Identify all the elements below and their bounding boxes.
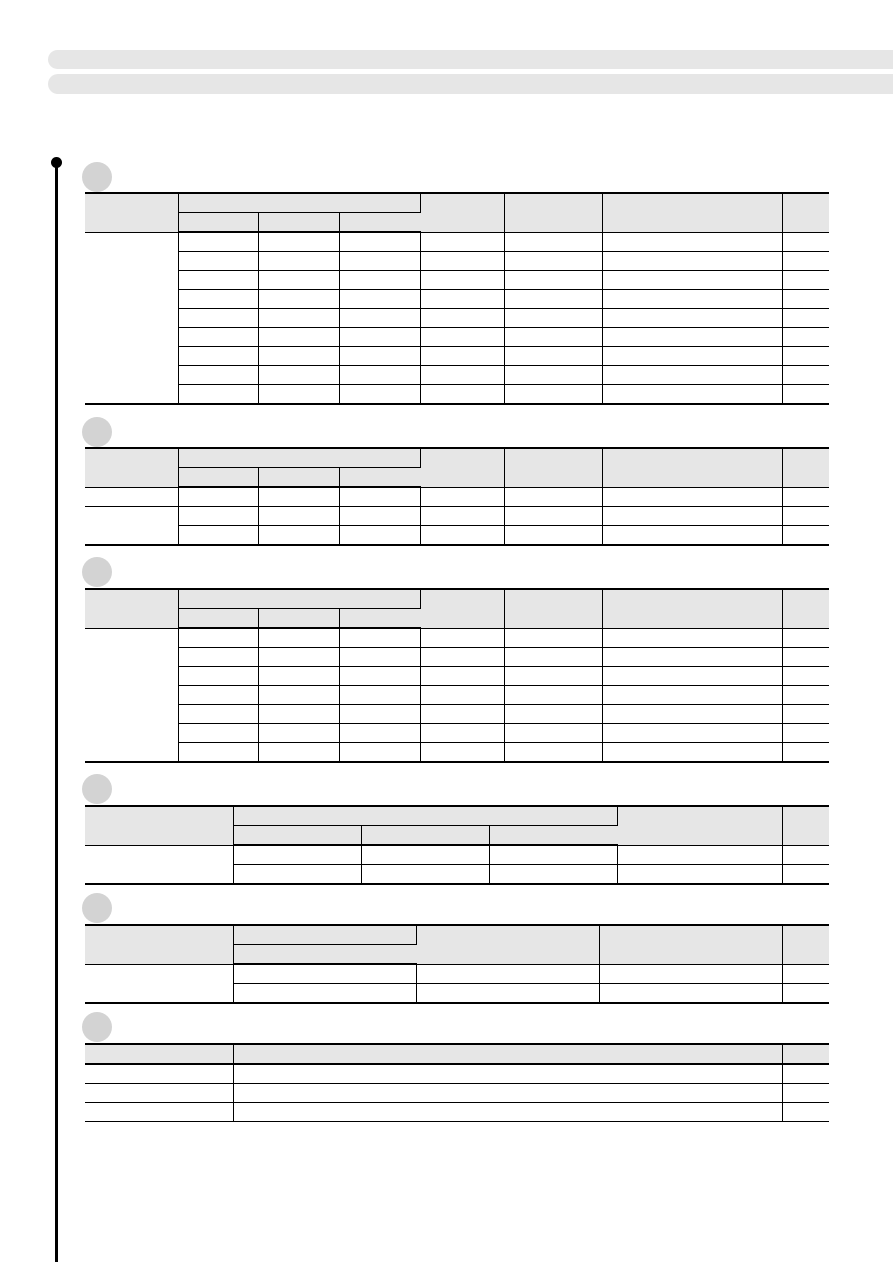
table-cell: [258, 686, 339, 705]
table-cell: [339, 271, 420, 290]
table-row: [85, 290, 829, 309]
table-row: [85, 845, 829, 865]
table-cell: [339, 347, 420, 366]
header-cell: [233, 1044, 782, 1064]
table-cell: [178, 705, 258, 724]
table-cell: [504, 309, 602, 328]
header-cell: [178, 468, 258, 488]
table-cell: [178, 648, 258, 667]
table-cell: [85, 1064, 233, 1084]
section-marker-6: [82, 1012, 112, 1042]
header-cell: [504, 448, 602, 487]
table-cell: [602, 232, 782, 252]
table-cell: [339, 290, 420, 309]
header-cell: [782, 806, 829, 845]
header-cell: [339, 213, 420, 233]
table-cell: [420, 309, 504, 328]
chapter-banner-subtitle: [48, 74, 893, 94]
table-cell: [178, 271, 258, 290]
table-cell: [599, 964, 782, 984]
table-cell: [602, 526, 782, 546]
header-cell: [233, 826, 361, 846]
table-cell: [258, 724, 339, 743]
table-cell: [782, 845, 829, 865]
table-cell: [504, 232, 602, 252]
table-cell: [782, 366, 829, 385]
table-cell: [602, 309, 782, 328]
table-cell: [339, 232, 420, 252]
table-cell: [420, 667, 504, 686]
table-cell: [178, 347, 258, 366]
table-row: [85, 628, 829, 648]
table-cell: [420, 385, 504, 405]
table-row: [85, 507, 829, 526]
group-cell: [85, 845, 233, 884]
header-cell: [782, 925, 829, 964]
table-cell: [258, 290, 339, 309]
table-cell: [504, 743, 602, 763]
header-group-cell: [178, 193, 420, 213]
table-cell: [420, 686, 504, 705]
group-cell: [85, 964, 233, 1003]
table-cell: [420, 271, 504, 290]
table-cell: [782, 724, 829, 743]
header-cell: [85, 193, 178, 232]
table-cell: [602, 686, 782, 705]
table-cell: [504, 252, 602, 271]
header-cell: [420, 589, 504, 628]
table-cell: [178, 507, 258, 526]
header-cell: [85, 925, 233, 964]
table-cell: [782, 628, 829, 648]
table-cell: [178, 667, 258, 686]
header-group-cell: [178, 589, 420, 609]
table-cell: [617, 865, 782, 885]
table-row: [85, 385, 829, 405]
table-header-row: [85, 806, 829, 826]
header-cell: [504, 589, 602, 628]
table-row: [85, 1103, 829, 1122]
table-cell: [420, 290, 504, 309]
table-cell: [782, 487, 829, 507]
table-cell: [258, 309, 339, 328]
spec-table-3: [85, 588, 829, 763]
table-cell: [420, 252, 504, 271]
table-row: [85, 743, 829, 763]
table-cell: [85, 487, 178, 507]
table-cell: [489, 845, 617, 865]
header-group-cell: [233, 806, 617, 826]
table-cell: [504, 385, 602, 405]
spec-table-4: [85, 805, 829, 885]
table-cell: [178, 487, 258, 507]
chapter-banner: [48, 50, 893, 69]
table-cell: [504, 628, 602, 648]
table-cell: [233, 865, 361, 885]
table-cell: [599, 984, 782, 1004]
table-cell: [178, 628, 258, 648]
table-cell: [782, 309, 829, 328]
header-cell: [782, 589, 829, 628]
table-cell: [782, 667, 829, 686]
table-cell: [602, 271, 782, 290]
header-cell: [85, 589, 178, 628]
table-cell: [339, 724, 420, 743]
header-cell: [420, 193, 504, 232]
table-cell: [339, 507, 420, 526]
header-cell: [258, 468, 339, 488]
table-cell: [233, 984, 416, 1004]
table-cell: [420, 526, 504, 546]
table-cell: [85, 1084, 233, 1103]
section-marker-5: [82, 893, 112, 923]
table-cell: [504, 705, 602, 724]
table-cell: [602, 366, 782, 385]
table-cell: [339, 309, 420, 328]
table-cell: [420, 628, 504, 648]
group-cell: [85, 628, 178, 762]
section-marker-3: [82, 557, 112, 587]
table-row: [85, 1084, 829, 1103]
table-header-row: [85, 925, 829, 945]
table-cell: [420, 648, 504, 667]
table-cell: [782, 865, 829, 885]
spec-table-6: [85, 1043, 829, 1122]
table-cell: [258, 743, 339, 763]
table-cell: [339, 252, 420, 271]
header-cell: [782, 448, 829, 487]
table-cell: [339, 526, 420, 546]
table-cell: [258, 487, 339, 507]
header-cell: [178, 213, 258, 233]
table-cell: [339, 686, 420, 705]
section-marker-1: [82, 162, 112, 192]
table-row: [85, 232, 829, 252]
header-cell: [258, 609, 339, 629]
table-cell: [782, 290, 829, 309]
table-cell: [504, 648, 602, 667]
table-cell: [602, 290, 782, 309]
table-cell: [361, 845, 489, 865]
table-cell: [504, 724, 602, 743]
spec-table-1: [85, 192, 829, 405]
table-row: [85, 964, 829, 984]
section-marker-4: [82, 774, 112, 804]
table-cell: [602, 628, 782, 648]
table-cell: [233, 1064, 782, 1084]
table-cell: [504, 290, 602, 309]
table-cell: [178, 252, 258, 271]
table-cell: [258, 507, 339, 526]
group-cell: [85, 232, 178, 404]
header-cell: [416, 925, 599, 964]
table-cell: [420, 232, 504, 252]
table-cell: [258, 252, 339, 271]
table-cell: [178, 385, 258, 405]
table-cell: [416, 964, 599, 984]
table-cell: [420, 705, 504, 724]
table-cell: [178, 290, 258, 309]
table-cell: [420, 724, 504, 743]
table-row: [85, 1064, 829, 1084]
table-row: [85, 526, 829, 546]
header-cell: [258, 213, 339, 233]
header-cell: [602, 589, 782, 628]
table-cell: [258, 705, 339, 724]
table-cell: [504, 507, 602, 526]
header-cell: [85, 806, 233, 845]
table-row: [85, 271, 829, 290]
table-row: [85, 487, 829, 507]
table-cell: [339, 667, 420, 686]
table-cell: [258, 232, 339, 252]
table-cell: [602, 252, 782, 271]
header-cell: [233, 945, 416, 965]
header-cell: [602, 193, 782, 232]
table-cell: [361, 865, 489, 885]
table-cell: [420, 366, 504, 385]
table-cell: [258, 366, 339, 385]
table-cell: [420, 507, 504, 526]
table-cell: [602, 724, 782, 743]
header-group-cell: [233, 925, 416, 945]
table-cell: [782, 964, 829, 984]
table-row: [85, 328, 829, 347]
header-cell: [420, 448, 504, 487]
table-cell: [339, 385, 420, 405]
table-cell: [782, 743, 829, 763]
table-cell: [602, 385, 782, 405]
table-cell: [504, 487, 602, 507]
section-marker-2: [82, 417, 112, 447]
table-header-row: [85, 1044, 829, 1064]
table-cell: [233, 964, 416, 984]
table-cell: [602, 328, 782, 347]
header-cell: [85, 448, 178, 487]
table-cell: [258, 667, 339, 686]
table-cell: [420, 328, 504, 347]
table-cell: [339, 648, 420, 667]
table-cell: [617, 845, 782, 865]
left-rail: [55, 164, 58, 1262]
header-cell: [489, 826, 617, 846]
table-row: [85, 686, 829, 705]
table-cell: [782, 705, 829, 724]
table-cell: [233, 1103, 782, 1122]
table-cell: [504, 271, 602, 290]
table-cell: [782, 686, 829, 705]
table-cell: [504, 667, 602, 686]
table-cell: [504, 328, 602, 347]
table-row: [85, 724, 829, 743]
table-row: [85, 667, 829, 686]
table-cell: [782, 526, 829, 546]
table-cell: [602, 648, 782, 667]
header-cell: [339, 609, 420, 629]
table-cell: [602, 743, 782, 763]
table-header-row: [85, 589, 829, 609]
table-cell: [602, 705, 782, 724]
header-cell: [504, 193, 602, 232]
table-cell: [602, 347, 782, 366]
table-cell: [782, 347, 829, 366]
table-header-row: [85, 193, 829, 213]
table-row: [85, 366, 829, 385]
table-cell: [258, 628, 339, 648]
table-cell: [420, 743, 504, 763]
table-cell: [782, 984, 829, 1004]
table-cell: [782, 252, 829, 271]
table-cell: [258, 526, 339, 546]
table-cell: [85, 1103, 233, 1122]
table-cell: [258, 385, 339, 405]
table-cell: [782, 385, 829, 405]
header-group-cell: [178, 448, 420, 468]
table-cell: [339, 628, 420, 648]
table-cell: [782, 271, 829, 290]
header-cell: [782, 1044, 829, 1064]
table-cell: [178, 232, 258, 252]
table-cell: [339, 366, 420, 385]
table-cell: [489, 865, 617, 885]
table-cell: [178, 366, 258, 385]
table-cell: [258, 271, 339, 290]
table-cell: [782, 232, 829, 252]
header-cell: [782, 193, 829, 232]
header-cell: [361, 826, 489, 846]
table-cell: [782, 507, 829, 526]
table-row: [85, 648, 829, 667]
table-row: [85, 309, 829, 328]
table-row: [85, 252, 829, 271]
table-cell: [178, 743, 258, 763]
table-cell: [258, 328, 339, 347]
table-cell: [782, 648, 829, 667]
table-cell: [420, 487, 504, 507]
table-header-row: [85, 448, 829, 468]
header-cell: [339, 468, 420, 488]
table-cell: [178, 686, 258, 705]
table-cell: [602, 667, 782, 686]
table-cell: [504, 366, 602, 385]
header-cell: [617, 806, 782, 845]
table-cell: [258, 648, 339, 667]
table-cell: [782, 1064, 829, 1084]
table-cell: [178, 328, 258, 347]
table-cell: [504, 686, 602, 705]
table-cell: [782, 1084, 829, 1103]
table-cell: [178, 309, 258, 328]
table-cell: [233, 1084, 782, 1103]
table-cell: [602, 487, 782, 507]
table-cell: [782, 328, 829, 347]
table-cell: [602, 507, 782, 526]
table-cell: [178, 724, 258, 743]
table-cell: [782, 1103, 829, 1122]
header-cell: [178, 609, 258, 629]
table-cell: [420, 347, 504, 366]
table-cell: [178, 526, 258, 546]
table-cell: [416, 984, 599, 1004]
header-cell: [602, 448, 782, 487]
header-cell: [599, 925, 782, 964]
table-cell: [339, 743, 420, 763]
table-cell: [339, 328, 420, 347]
table-cell: [258, 347, 339, 366]
table-cell: [233, 845, 361, 865]
table-row: [85, 705, 829, 724]
spec-table-2: [85, 447, 829, 546]
header-cell: [85, 1044, 233, 1064]
table-cell: [339, 487, 420, 507]
table-cell: [504, 347, 602, 366]
table-cell: [339, 705, 420, 724]
table-cell: [504, 526, 602, 546]
group-cell: [85, 507, 178, 546]
spec-table-5: [85, 924, 829, 1004]
table-row: [85, 347, 829, 366]
